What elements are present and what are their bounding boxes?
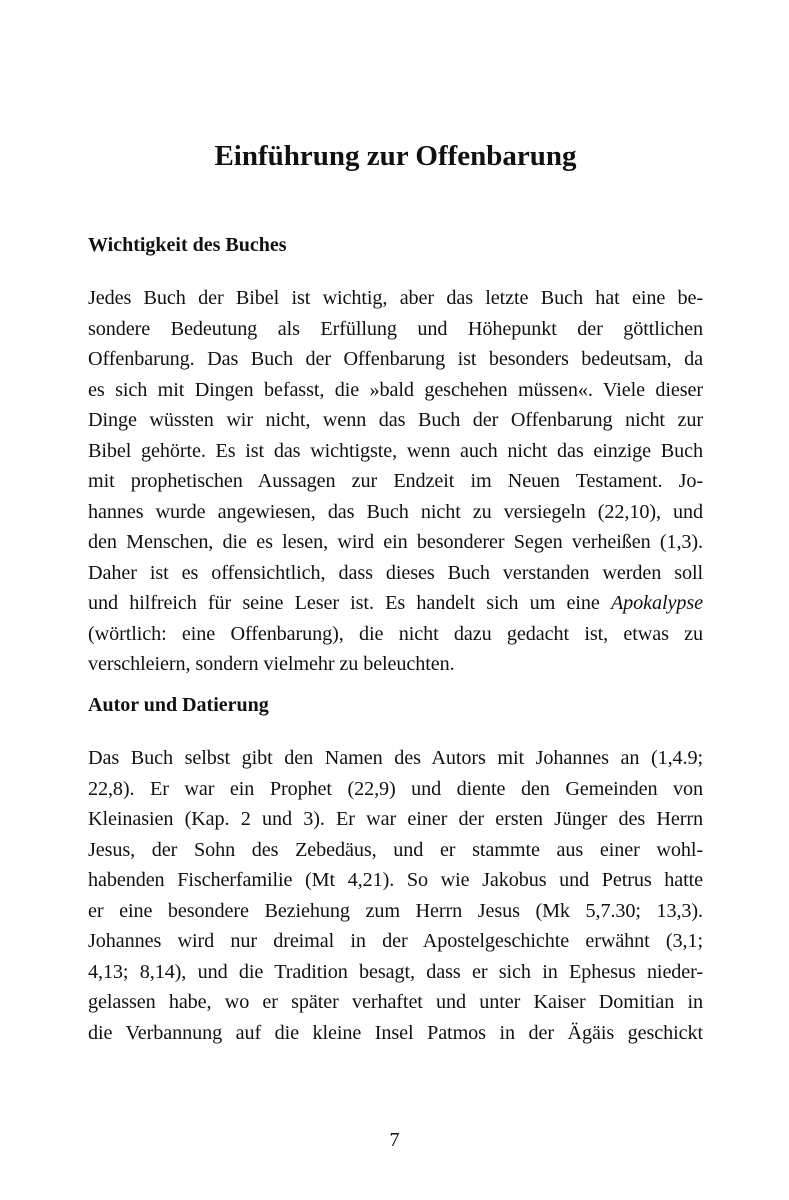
- section-heading-author: Autor und Datierung: [88, 694, 269, 716]
- text-line: 22,8). Er war ein Prophet (22,9) und diente den Gemeinden von: [88, 777, 703, 800]
- text-line: Das Buch selbst gibt den Namen des Autors mit Johannes an (1,4.9;: [88, 747, 703, 769]
- text-line: mit prophetischen Aussagen zur Endzeit im Neuen Testament. Jo-: [88, 470, 703, 492]
- text-line: (wörtlich: eine Offenbarung), die nicht dazu gedacht ist, etwas zu: [88, 622, 703, 645]
- text-line: habenden Fischerfamilie (Mt 4,21). So wie Jakobus und Petrus hatte: [88, 869, 703, 891]
- text-line: 4,13; 8,14), und die Tradition besagt, dass er sich in Ephesus nieder-: [88, 960, 703, 983]
- text-line: Kleinasien (Kap. 2 und 3). Er war einer der ersten Jünger des Herrn: [88, 808, 703, 830]
- text-line: gelassen habe, wo er später verhaftet und unter Kaiser Domitian in: [88, 991, 703, 1013]
- text-line: Daher ist es offensichtlich, dass dieses Buch verstanden werden soll: [88, 561, 703, 584]
- text-line-with-italic: [88, 588, 703, 619]
- text-line: Johannes wird nur dreimal in der Apostelgeschichte erwähnt (3,1;: [88, 930, 703, 952]
- paragraph-author: [88, 743, 703, 1048]
- text-line: den Menschen, die es lesen, wird ein besonderer Segen verheißen (1,3).: [88, 531, 703, 553]
- text-line: Offenbarung. Das Buch der Offenbarung ist besonders bedeutsam, da: [88, 348, 703, 370]
- paragraph-importance: [88, 283, 703, 680]
- page-number: 7: [389, 1129, 400, 1151]
- text-line: er eine besondere Beziehung zum Herrn Jesus (Mk 5,7.30; 13,3).: [88, 899, 703, 922]
- chapter-title: Einführung zur Offenbarung: [214, 140, 577, 172]
- text-line: sondere Bedeutung als Erfüllung und Höhepunkt der göttlichen: [88, 317, 703, 340]
- text-line: Jedes Buch der Bibel ist wichtig, aber das letzte Buch hat eine be-: [88, 287, 703, 309]
- text-line: die Verbannung auf die kleine Insel Patmos in der Ägäis geschickt: [88, 1021, 703, 1044]
- text-line: Bibel gehörte. Es ist das wichtigste, wenn auch nicht das einzige Buch: [88, 439, 703, 462]
- text-line: Jesus, der Sohn des Zebedäus, und er stammte aus einer wohl-: [88, 838, 703, 861]
- text-line: verschleiern, sondern vielmehr zu beleuchten.: [88, 653, 455, 675]
- section-heading-importance: Wichtigkeit des Buches: [88, 234, 287, 256]
- italic-term: Apokalypse: [610, 592, 703, 614]
- text-line: Dinge wüssten wir nicht, wenn das Buch der Offenbarung nicht zur: [88, 409, 703, 431]
- text-line-prefix: und hilfreich für seine Leser ist. Es handelt sich um eine: [88, 592, 611, 614]
- text-line: hannes wurde angewiesen, das Buch nicht zu versiegeln (22,10), und: [88, 500, 703, 523]
- text-line: es sich mit Dingen befasst, die »bald geschehen müssen«. Viele dieser: [88, 378, 703, 401]
- book-page: [88, 0, 703, 1200]
